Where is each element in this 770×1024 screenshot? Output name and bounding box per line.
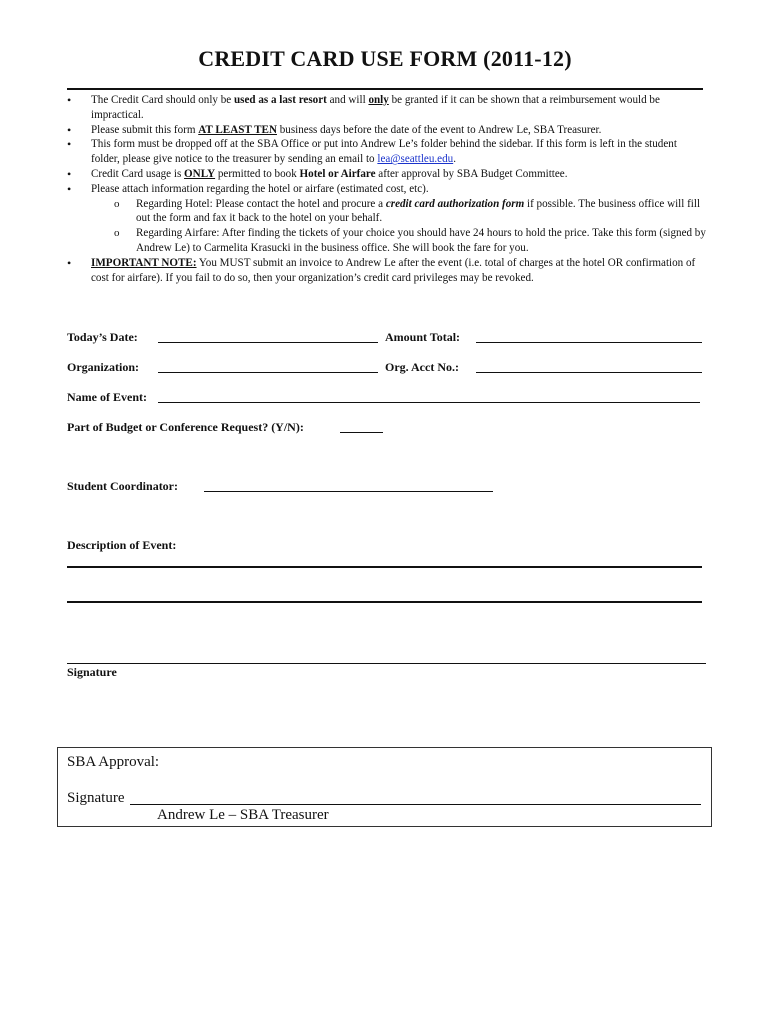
student-coordinator-field[interactable]	[204, 491, 493, 492]
instruction-last-resort: • The Credit Card should only be used as a last resort and will only be granted if it can be shown that a reimbursement would be impractical.	[67, 93, 707, 123]
sba-signature-label: Signature	[67, 790, 125, 806]
sba-approval-label: SBA Approval:	[67, 754, 160, 770]
instruction-attach-info: • Please attach information regarding the hotel or airfare (estimated cost, etc).	[67, 182, 707, 197]
sba-approval-box	[57, 747, 712, 827]
instruction-hotel: o Regarding Hotel: Please contact the hotel and procure a credit card authorization form if possible. The business office will fill out the form and fax it back to the hotel on your behalf.	[67, 197, 707, 227]
description-label: Description of Event:	[67, 538, 177, 552]
instruction-submit-deadline: • Please submit this form AT LEAST TEN business days before the date of the event to Andrew Le, SBA Treasurer.	[67, 123, 707, 138]
org-acct-no-field[interactable]	[476, 372, 702, 373]
title-divider	[67, 88, 703, 90]
org-acct-no-label: Org. Acct No.:	[385, 360, 459, 374]
organization-field[interactable]	[158, 372, 378, 373]
name-of-event-label: Name of Event:	[67, 390, 147, 404]
budget-request-field[interactable]	[340, 432, 383, 433]
amount-total-field[interactable]	[476, 342, 702, 343]
description-line-1[interactable]	[67, 566, 702, 568]
instruction-usage-scope: • Credit Card usage is ONLY permitted to book Hotel or Airfare after approval by SBA Budget Committee.	[67, 167, 707, 182]
signature-field[interactable]	[67, 663, 706, 664]
amount-total-label: Amount Total:	[385, 330, 461, 344]
form-title: CREDIT CARD USE FORM (2011-12)	[198, 46, 572, 71]
name-of-event-field[interactable]	[158, 402, 700, 403]
sba-signer-name: Andrew Le – SBA Treasurer	[157, 807, 329, 823]
todays-date-label: Today’s Date:	[67, 330, 138, 344]
instruction-airfare: o Regarding Airfare: After finding the tickets of your choice you should have 24 hours to hold the price. Take this form (signed by Andrew Le) to Carmelita Krasucki in the business office. She will book the fare for you.	[67, 226, 707, 256]
signature-label: Signature	[67, 665, 117, 679]
description-line-2[interactable]	[67, 601, 702, 603]
instruction-drop-off: • This form must be dropped off at the SBA Office or put into Andrew Le’s folder behind the sidebar. If this form is left in the student folder, please give notice to the treasurer by sending an email to lea@seattleu.edu.	[67, 137, 707, 167]
instruction-important-note: • IMPORTANT NOTE: You MUST submit an invoice to Andrew Le after the event (i.e. total of charges at the hotel OR confirmation of cost for airfare). If you fail to do so, then your organization’s credit card privileges may be revoked.	[67, 256, 707, 286]
sba-signature-field[interactable]	[130, 804, 701, 805]
todays-date-field[interactable]	[158, 342, 378, 343]
organization-label: Organization:	[67, 360, 139, 374]
treasurer-email-link[interactable]: lea@seattleu.edu	[377, 153, 454, 166]
budget-request-label: Part of Budget or Conference Request? (Y/N):	[67, 420, 304, 434]
student-coordinator-label: Student Coordinator:	[67, 479, 179, 493]
instructions-list	[67, 93, 707, 285]
